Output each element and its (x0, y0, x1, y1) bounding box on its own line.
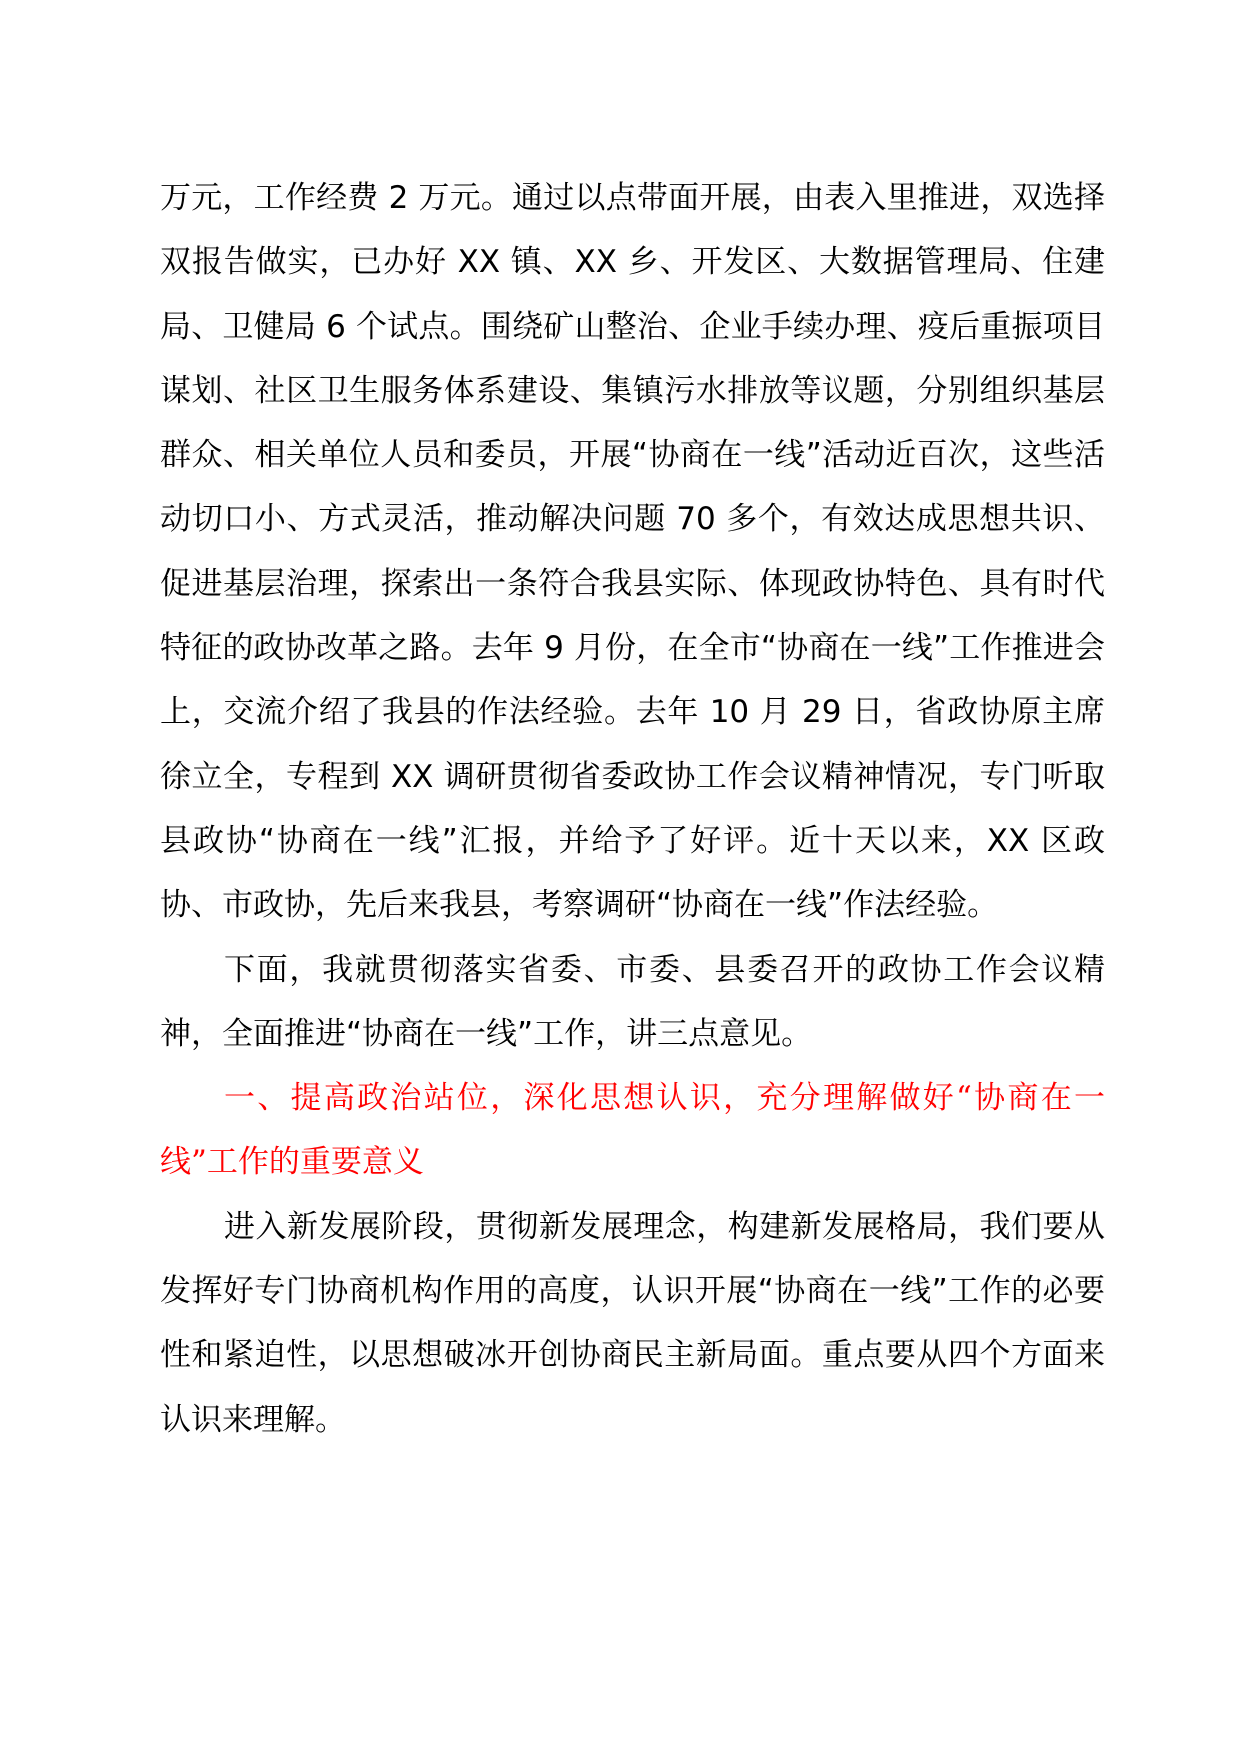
section-heading-1: 一、提高政治站位，深化思想认识，充分理解做好“协商在一线”工作的重要意义 (160, 1080, 1105, 1181)
paragraph-intro: 下面，我就贯彻落实省委、市委、县委召开的政协工作会议精神，全面推进“协商在一线”工作，讲三点意见。 (160, 951, 1105, 1052)
document-body (160, 166, 1105, 1452)
paragraph-continuation: 万元，工作经费 2 万元。通过以点带面开展，由表入里推进，双选择双报告做实，已办好 XX 镇、XX 乡、开发区、大数据管理局、住建局、卫健局 6 个试点。围绕矿山整治、企业手续办理、疫后重振项目谋划、社区卫生服务体系建设、集镇污水排放等议题，分别组织基层群众、相关单位人员和委员，开展“协商在一线”活动近百次，这些活动切口小、方式灵活，推动解决问题 70 多个，有效达成思想共识、促进基层治理，探索出一条符合我县实际、体现政协特色、具有时代特征的政协改革之路。去年 9 月份，在全市“协商在一线”工作推进会上，交流介绍了我县的作法经验。去年 10 月 29 日，省政协原主席徐立全，专程到 XX 调研贯彻省委政协工作会议精神情况，专门听取县政协“协商在一线”汇报，并给予了好评。近十天以来，XX 区政协、市政协，先后来我县，考察调研“协商在一线”作法经验。 (160, 180, 1105, 924)
paragraph-section-1: 进入新发展阶段，贯彻新发展理念，构建新发展格局，我们要从发挥好专门协商机构作用的高度，认识开展“协商在一线”工作的必要性和紧迫性，以思想破冰开创协商民主新局面。重点要从四个方面来认识来理解。 (160, 1208, 1105, 1438)
